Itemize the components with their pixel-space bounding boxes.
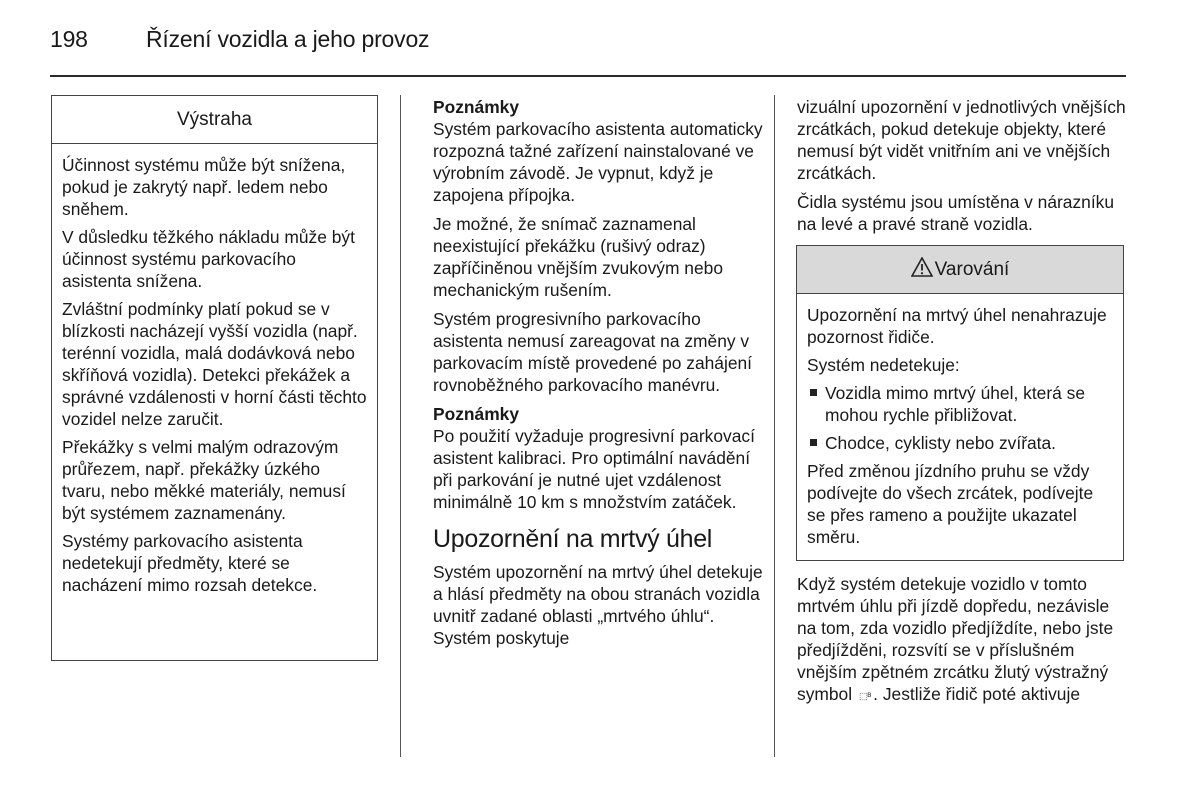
section-paragraph: Systém upozornění na mrtvý úhel detekuje a hlásí předměty na obou stranách vozidla uvnitř zadané oblasti „mrtvého úhlu“. Systém poskytuje	[433, 562, 763, 648]
caution-box-header	[797, 246, 1123, 294]
page-number: 198	[50, 26, 88, 52]
caution-bullet: Vozidla mimo mrtvý úhel, která se mohou rychle přibližovat.	[807, 382, 1113, 426]
note-paragraph: Systém parkovacího asistenta automaticky rozpozná tažné zařízení nainstalované ve výrobním závodě. Je vypnut, když je zapojena přípojka.	[433, 119, 763, 205]
note-paragraph: Systém progresivního parkovacího asistenta nemusí zareagovat na změny v parkovacím místě provedené po zahájení rovnoběžného parkovacího manévru.	[433, 309, 753, 395]
column-divider	[774, 95, 775, 757]
caution-paragraph: Systém nedetekuje:	[807, 355, 960, 375]
caution-paragraph: Upozornění na mrtvý úhel nenahrazuje pozornost řidiče.	[807, 305, 1107, 347]
caution-box-body	[797, 294, 1123, 560]
column-2	[433, 96, 763, 656]
warning-paragraph: Systémy parkovacího asistenta nedetekují předměty, které se nacházení mimo rozsah detekce.	[62, 531, 318, 595]
caution-bullet-list	[807, 382, 1113, 454]
body-text: Když systém detekuje vozidlo v tomto mrtvém úhlu při jízdě dopředu, nezávisle na tom, zda vozidlo předjíždíte, nebo jste předjížděni, rozsvítí se v příslušném vnějším zpětném zrcátku žlutý výstražný symbol	[797, 574, 1114, 704]
header-rule	[50, 75, 1126, 77]
section-heading: Upozornění na mrtvý úhel	[433, 525, 713, 553]
warning-paragraph: Překážky s velmi malým odrazovým průřezem, např. překážky úzkého tvaru, nebo měkké materiály, nemusí být systémem zaznamenány.	[62, 437, 346, 523]
note-paragraph: Po použití vyžaduje progresivní parkovací asistent kalibraci. Pro optimální navádění při parkování je nutné ujet vzdálenost minimálně 10 km s množstvím zatáček.	[433, 426, 755, 512]
warning-triangle-icon	[911, 257, 933, 277]
warning-box-title: Výstraha	[52, 96, 377, 144]
note-paragraph: Je možné, že snímač zaznamenal neexistující překážku (rušivý odraz) zapříčiněnou vnějším zvukovým nebo mechanickým rušením.	[433, 214, 723, 300]
caution-box-title: Varování	[934, 259, 1010, 280]
body-paragraph: vizuální upozornění v jednotlivých vnějších zrcátkách, pokud detekuje objekty, které nemusí být vidět vnitřním ani ve vnějších zrcátkách.	[797, 97, 1126, 183]
blind-spot-symbol-icon: ⬚ᴮ	[858, 691, 872, 701]
caution-paragraph: Před změnou jízdního pruhu se vždy podívejte do všech zrcátek, podívejte se přes rameno a použijte ukazatel směru.	[807, 461, 1094, 547]
warning-box-body	[52, 144, 377, 608]
warning-paragraph: V důsledku těžkého nákladu může být účinnost systému parkovacího asistenta snížena.	[62, 227, 355, 291]
note-title: Poznámky	[433, 404, 520, 424]
warning-paragraph: Zvláštní podmínky platí pokud se v blízkosti nacházejí vyšší vozidla (např. terénní vozidla, malá dodávková nebo skříňová vozidla). Detekci překážek a správné vzdálenosti v horní části těchto vozidel nelze zaručit.	[62, 299, 367, 429]
body-paragraph	[797, 573, 1127, 707]
body-paragraph: Čidla systému jsou umístěna v nárazníku na levé a pravé straně vozidla.	[797, 192, 1115, 234]
body-text: . Jestliže řidič poté aktivuje	[873, 684, 1081, 704]
column-3	[797, 96, 1127, 714]
caution-box	[796, 245, 1124, 561]
chapter-title: Řízení vozidla a jeho provoz	[146, 26, 430, 52]
note-title: Poznámky	[433, 97, 520, 117]
warning-box	[51, 95, 378, 661]
warning-paragraph: Účinnost systému může být snížena, pokud je zakrytý např. ledem nebo sněhem.	[62, 155, 346, 219]
column-divider	[400, 95, 401, 757]
caution-bullet: Chodce, cyklisty nebo zvířata.	[807, 432, 1113, 454]
